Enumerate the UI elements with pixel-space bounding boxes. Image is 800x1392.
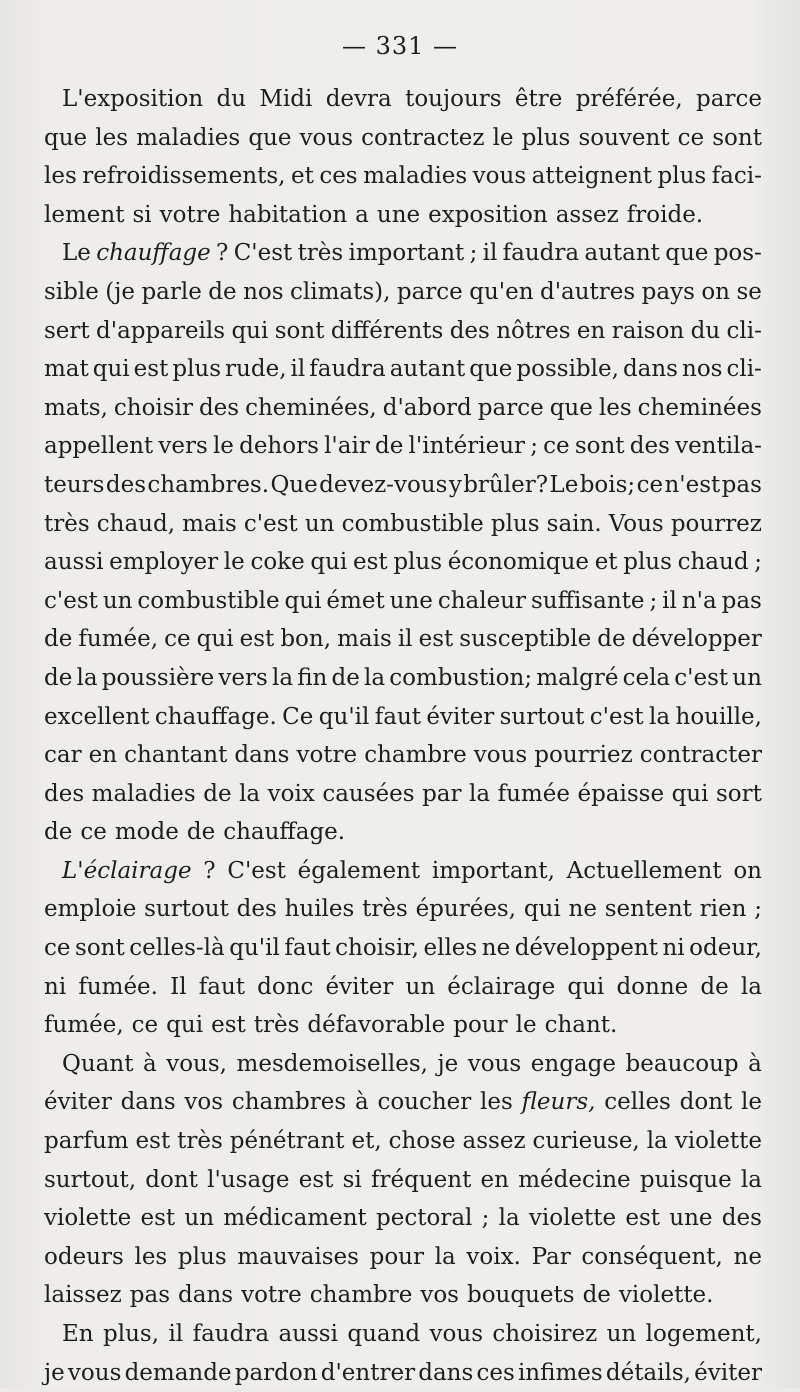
text-line: sert d'appareils qui sont différents des nôtres en raison du cli- <box>44 317 762 344</box>
text-line: appellent vers le dehors l'air de l'intérieur ; ce sont des ventila- <box>44 433 762 460</box>
text-line: de la poussière vers la fin de la combustion; malgré cela c'est un <box>44 664 762 691</box>
text-line: En plus, il faudra aussi quand vous choisirez un logement, <box>62 1321 762 1347</box>
text-line: aussi employer le coke qui est plus économique et plus chaud ; <box>44 549 762 576</box>
text-line: que les maladies que vous contractez le plus souvent ce sont <box>44 124 762 151</box>
text-line: laissez pas dans votre chambre vos bouquets de violette. <box>44 1282 714 1309</box>
text-line: odeurs les plus mauvaises pour la voix. Par conséquent, ne <box>44 1243 762 1270</box>
text-line: c'est un combustible qui émet une chaleur suffisante ; il n'a pas <box>44 587 762 614</box>
text-line: emploie surtout des huiles très épurées, qui ne sentent rien ; <box>44 896 762 923</box>
text-line: je vous demande pardon d'entrer dans ces infimes détails, éviter <box>44 1359 762 1386</box>
text-line: excellent chauffage. Ce qu'il faut éviter surtout c'est la houille, <box>44 703 762 730</box>
text-line: fumée, ce qui est très défavorable pour le chant. <box>44 1012 618 1039</box>
text-line: Quant à vous, mesdemoiselles, je vous engage beaucoup à <box>62 1050 762 1077</box>
text-line: parfum est très pénétrant et, chose assez curieuse, la violette <box>44 1128 762 1155</box>
text-line: mats, choisir des cheminées, d'abord parce que les cheminées <box>44 394 762 421</box>
text-line: L'exposition du Midi devra toujours être préférée, parce <box>62 86 762 112</box>
body-text <box>44 80 762 1392</box>
text-line: mat qui est plus rude, il faudra autant que possible, dans nos cli- <box>44 356 762 383</box>
text-line: ni fumée. Il faut donc éviter un éclairage qui donne de la <box>44 973 762 1000</box>
text-line: très chaud, mais c'est un combustible plus sain. Vous pourrez <box>44 510 762 537</box>
text-line: de fumée, ce qui est bon, mais il est susceptible de développer <box>44 626 762 653</box>
text-line: car en chantant dans votre chambre vous pourriez contracter <box>44 742 762 769</box>
text-line: L'éclairage ? C'est également important, Actuellement on <box>62 857 762 884</box>
text-line: surtout, dont l'usage est si fréquent en médecine puisque la <box>44 1166 762 1193</box>
text-line: violette est un médicament pectoral ; la violette est une des <box>44 1205 762 1232</box>
text-line: éviter dans vos chambres à coucher les fleurs, celles dont le <box>44 1089 762 1116</box>
text-line: teurs des chambres. Que devez-vous y brûler? Le bois; ce n'est pas <box>44 471 762 498</box>
text-line: de ce mode de chauffage. <box>44 819 346 846</box>
text-line: les refroidissements, et ces maladies vous atteignent plus faci- <box>44 163 762 190</box>
text-line: des maladies de la voix causées par la fumée épaisse qui sort <box>44 780 762 807</box>
text-line: sible (je parle de nos climats), parce qu'en d'autres pays on se <box>44 278 762 305</box>
page-number: — 331 — <box>341 32 459 60</box>
text-line: ce sont celles-là qu'il faut choisir, elles ne développent ni odeur, <box>44 935 762 962</box>
text-line: lement si votre habitation a une exposition assez froide. <box>44 201 704 228</box>
text-line: Le chauffage ? C'est très important ; il faudra autant que pos- <box>62 240 762 267</box>
